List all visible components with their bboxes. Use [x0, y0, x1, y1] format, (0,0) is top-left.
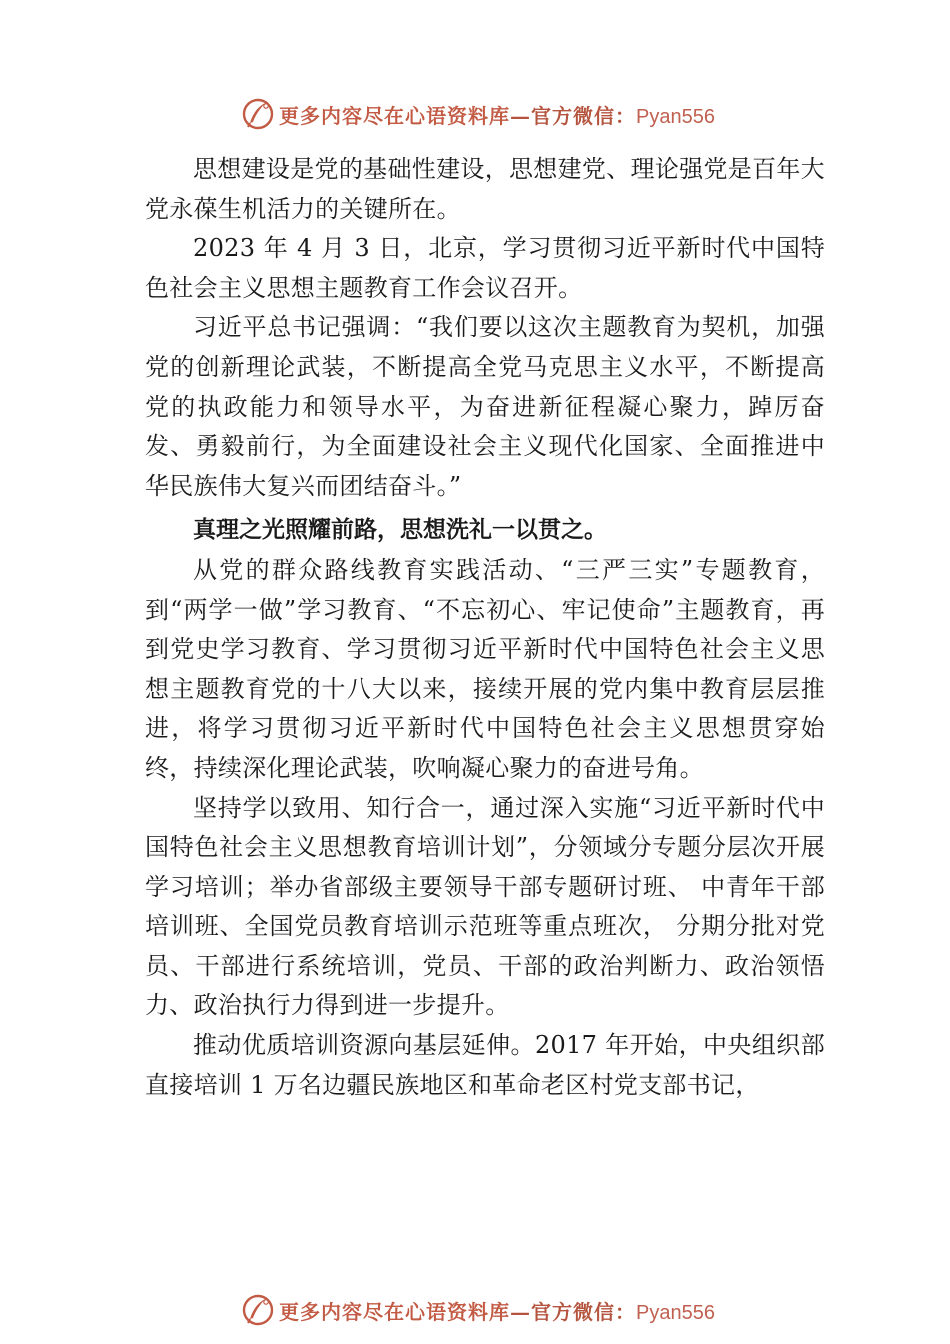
banner-content: [241, 97, 715, 131]
banner-content: [241, 1293, 715, 1327]
banner-text: [279, 100, 715, 129]
paragraph: 思想建设是党的基础性建设，思想建党、理论强党是百年大党永葆生机活力的关键所在。: [145, 155, 825, 223]
paragraph: 从党的群众路线教育实践活动、“三严三实”专题教育，到“两学一做”学习教育、“不忘初心、牢记使命”主题教育，再到党史学习教育、学习贯彻习近平新时代中国特色社会主义思想主题教育党的十八大以来，接续开展的党内集中教育层层推进，将学习贯彻习近平新时代中国特色社会主义思想贯穿始终，持续深化理论武装，吹响凝心聚力的奋进号角。: [145, 555, 825, 782]
banner-wechat-id: Pyan556: [636, 105, 715, 128]
banner-dash: —: [510, 103, 532, 128]
banner-dash: —: [510, 1299, 532, 1324]
document-body: [145, 150, 825, 1105]
paragraph: 习近平总书记强调：“我们要以这次主题教育为契机，加强党的创新理论武装，不断提高全党马克思主义水平，不断提高党的执政能力和领导水平，为奋进新征程凝心聚力，踔厉奋发、勇毅前行，为全面建设社会主义现代化国家、全面推进中华民族伟大复兴而团结奋斗。”: [145, 313, 825, 500]
paragraph: 推动优质培训资源向基层延伸。2017 年开始，中央组织部直接培训 1 万名边疆民族地区和革命老区村党支部书记，: [145, 1031, 825, 1099]
quill-pen-icon: [241, 1293, 275, 1327]
footer-banner: [0, 1290, 950, 1330]
banner-wechat-id: Pyan556: [636, 1301, 715, 1324]
paragraph: 2023 年 4 月 3 日，北京，学习贯彻习近平新时代中国特色社会主义思想主题教育工作会议召开。: [145, 234, 825, 302]
section-heading: 真理之光照耀前路，思想洗礼一以贯之。: [193, 517, 607, 544]
banner-main-text: 更多内容尽在心语资料库: [279, 103, 511, 128]
banner-wechat-label: 官方微信：: [531, 1299, 637, 1324]
banner-wechat-label: 官方微信：: [531, 103, 637, 128]
paragraph: 坚持学以致用、知行合一，通过深入实施“习近平新时代中国特色社会主义思想教育培训计划”，分领域分专题分层次开展学习培训；举办省部级主要领导干部专题研讨班、 中青年干部培训班、全国党员教育培训示范班等重点班次， 分期分批对党员、干部进行系统培训，党员、干部的政治判断力、政治领悟力、政治执行力得到进一步提升。: [145, 793, 825, 1020]
banner-main-text: 更多内容尽在心语资料库: [279, 1299, 511, 1324]
quill-pen-icon: [241, 97, 275, 131]
header-banner: [0, 94, 950, 134]
banner-text: [279, 1296, 715, 1325]
